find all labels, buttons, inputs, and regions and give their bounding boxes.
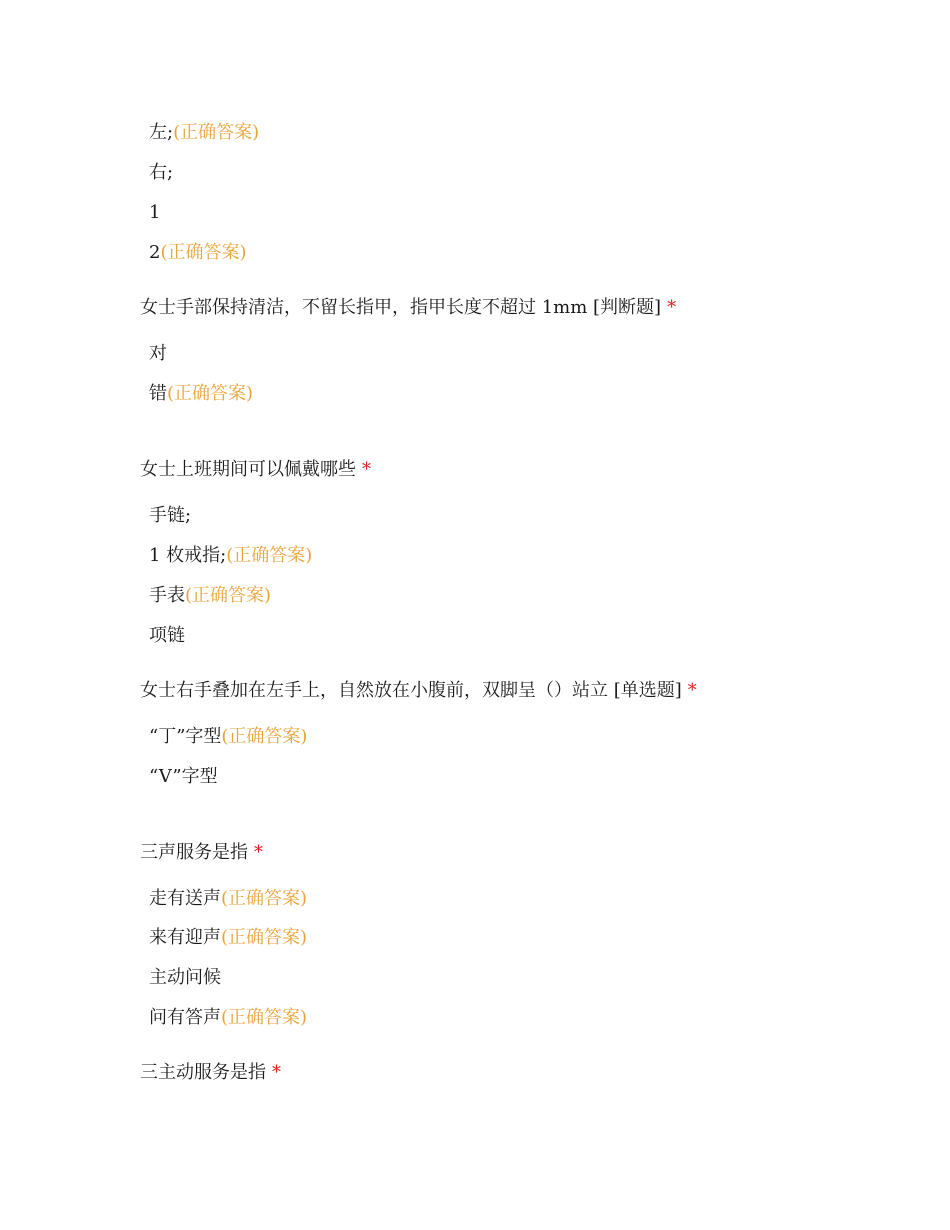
correct-answer-tag: (正确答案) (221, 1007, 308, 1028)
question-three-voices (140, 841, 263, 865)
option-text: 来有迎声 (149, 927, 221, 948)
required-mark: * (667, 297, 677, 318)
option-11 (149, 624, 185, 648)
question-text: 女士右手叠加在左手上，自然放在小腹前，双脚呈（）站立 [单选题] (140, 680, 682, 701)
question-text: 三声服务是指 (140, 842, 248, 863)
option-8 (149, 504, 191, 528)
option-text: 对 (149, 343, 167, 364)
option-text: 问有答声 (149, 1007, 221, 1028)
correct-answer-tag: (正确答案) (167, 383, 254, 404)
question-text: 女士上班期间可以佩戴哪些 (140, 459, 356, 480)
option-text: 项链 (149, 625, 185, 646)
option-text: “丁”字型 (149, 726, 222, 747)
option-text: 2 (149, 242, 161, 263)
correct-answer-tag: (正确答案) (173, 122, 260, 143)
option-text: 右; (149, 162, 174, 183)
option-6 (149, 382, 253, 406)
required-mark: * (254, 842, 263, 863)
option-text: 1 枚戒指; (149, 545, 227, 566)
option-16 (149, 887, 307, 911)
correct-answer-tag: (正确答案) (160, 242, 247, 263)
question-three-initiatives (140, 1061, 281, 1085)
option-text: 手链; (149, 505, 192, 526)
question-accessories (140, 458, 371, 482)
question-text: 女士手部保持清洁，不留长指甲，指甲长度不超过 1mm [判断题] (140, 297, 662, 318)
question-text: 三主动服务是指 (140, 1062, 266, 1083)
option-2 (149, 201, 160, 225)
option-14 (149, 765, 218, 789)
option-19 (149, 1006, 307, 1030)
option-0 (149, 121, 259, 145)
option-18 (149, 966, 221, 990)
option-1 (149, 161, 173, 185)
correct-answer-tag: (正确答案) (226, 545, 313, 566)
option-text: 1 (149, 202, 161, 223)
option-text: 走有送声 (149, 888, 221, 909)
option-text: “V”字型 (149, 766, 218, 787)
option-17 (149, 926, 307, 950)
option-text: 主动问候 (149, 967, 221, 988)
required-mark: * (272, 1062, 281, 1083)
correct-answer-tag: (正确答案) (221, 726, 308, 747)
option-3 (149, 241, 247, 265)
question-posture (140, 679, 697, 703)
correct-answer-tag: (正确答案) (221, 888, 308, 909)
option-text: 左; (149, 122, 174, 143)
option-text: 手表 (149, 585, 185, 606)
required-mark: * (687, 680, 697, 701)
option-text: 错 (149, 383, 167, 404)
correct-answer-tag: (正确答案) (185, 585, 272, 606)
required-mark: * (362, 459, 371, 480)
option-10 (149, 584, 271, 608)
option-5 (149, 342, 167, 366)
option-9 (149, 544, 312, 568)
option-13 (149, 725, 307, 749)
correct-answer-tag: (正确答案) (221, 927, 308, 948)
question-nails (140, 296, 676, 320)
